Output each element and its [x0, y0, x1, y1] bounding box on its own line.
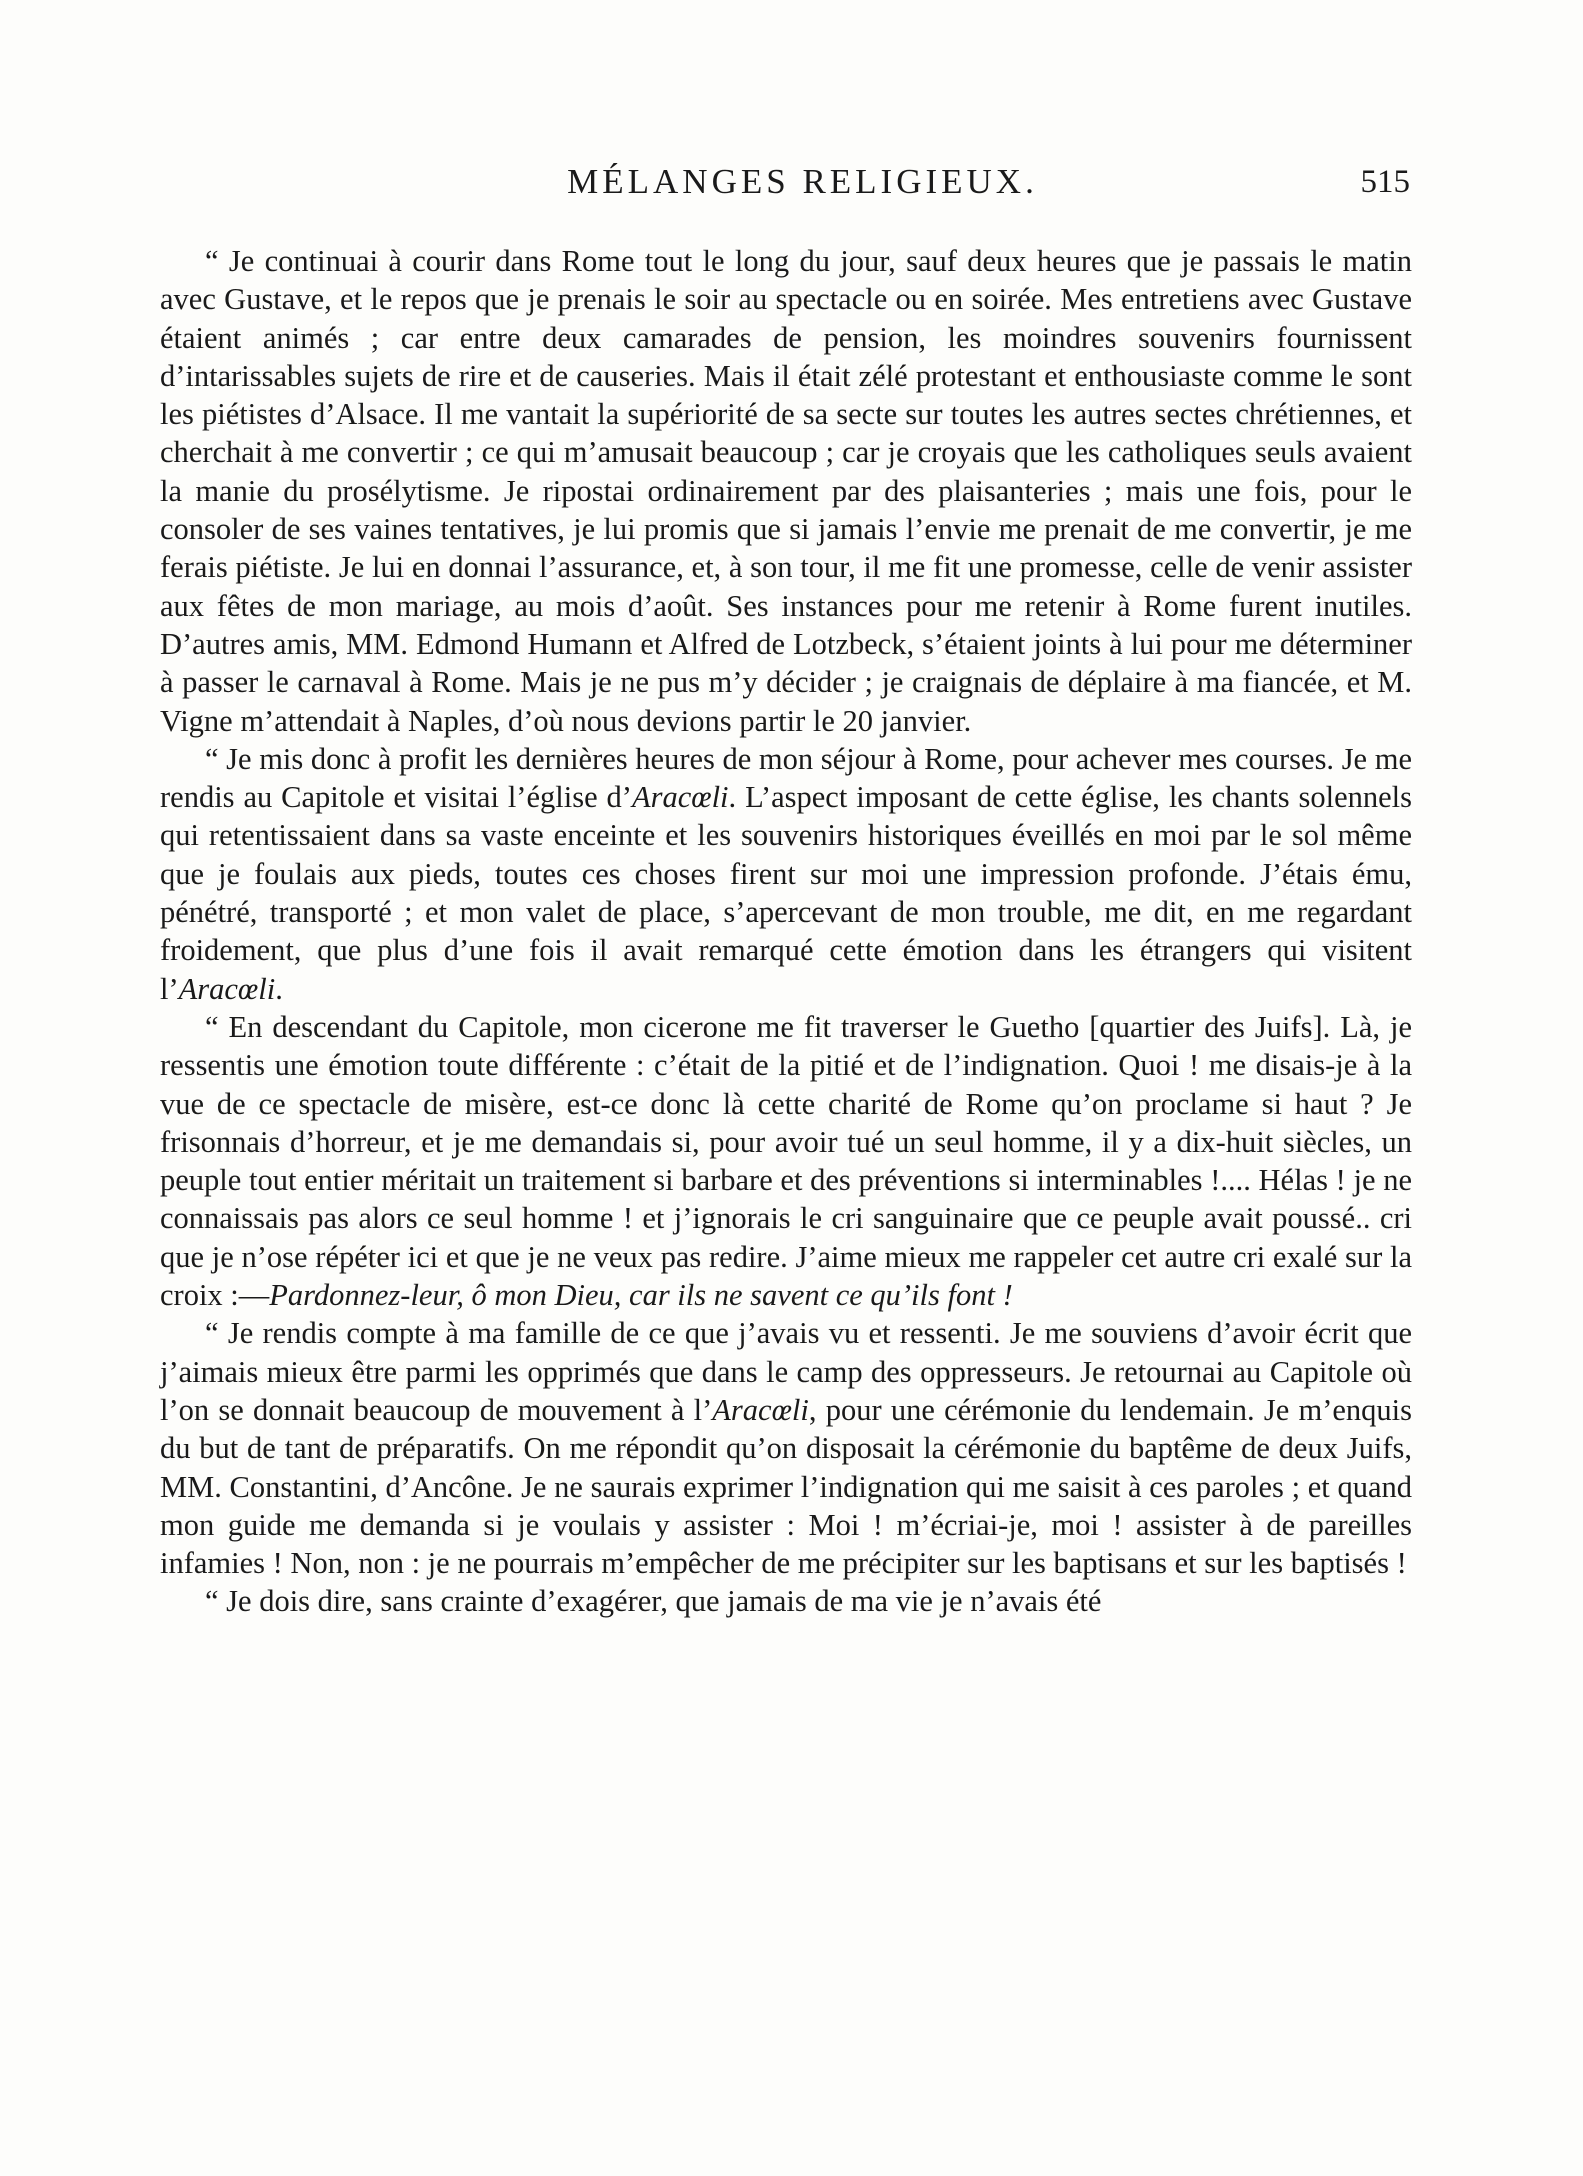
italic-quotation: Pardonnez-leur, ô mon Dieu, car ils ne savent ce qu’ils font ! — [269, 1278, 1013, 1313]
text-segment: “ Je continuai à courir dans Rome tout le long du jour, sauf deux heures que je passais le matin avec Gustave, et le repos que je prenais le soir au spectacle ou en soirée. Mes entretiens avec Gustave étaient animés ; car entre deux camarades de pension, les moindres souvenirs fournissent d’intarissables sujets de rire et de causeries. Mais il était zélé protestant et enthousiaste comme le sont les piétistes d’Alsace. Il me vantait la supériorité de sa secte sur toutes les autres sectes chrétiennes, et cherchait à me convertir ; ce qui m’amusait beaucoup ; car je croyais que les catholiques seuls avaient la manie du prosélytisme. Je ripostai ordinairement par des plaisanteries ; mais une fois, pour le consoler de ses vaines tentatives, je lui promis que si jamais l’envie me prenait de me convertir, je me ferais piétiste. Je lui en donnai l’assurance, et, à son tour, il me fit une promesse, celle de venir assister aux fêtes de mon mariage, au mois d’août. Ses instances pour me retenir à Rome furent inutiles. D’autres amis, MM. Edmond Humann et Alfred de Lotzbeck, s’étaient joints à lui pour me déterminer à passer le carnaval à Rome. Mais je ne pus m’y décider ; je craignais de déplaire à ma fiancée, et M. Vigne m’attendait à Naples, d’où nous devions partir le 20 janvier. — [160, 244, 1412, 738]
paragraph-1 — [160, 242, 1412, 740]
running-title: MÉLANGES RELIGIEUX. — [567, 162, 1038, 201]
italic-church-name: Aracœli — [631, 780, 729, 815]
text-segment: “ Je mis donc à profit les dernières heures de mon séjour à Rome, pour achever mes courses. Je me rendis au Capitole et visitai l’église d’ — [160, 741, 1412, 815]
italic-church-name: Aracœli — [178, 971, 276, 1006]
paragraph-2 — [160, 740, 1412, 1008]
text-segment: . L’aspect imposant de cette église, les chants solennels qui retentissaient dans sa vaste enceinte et les souvenirs historiques éveillés en moi par le sol même que je foulais aux pieds, toutes ces choses firent sur moi une impression profonde. J’étais ému, pénétré, transporté ; et mon valet de place, s’apercevant de mon trouble, me dit, en me regardant froidement, que plus d’une fois il avait remarqué cette émotion dans les étrangers qui visitent l’ — [160, 780, 1412, 1006]
italic-church-name: Aracœli — [712, 1392, 809, 1427]
text-segment: , pour une cérémonie du lendemain. Je m’enquis du but de tant de préparatifs. On me répondit qu’on disposait la cérémonie du baptême de deux Juifs, MM. Constantini, d’Ancône. Je ne saurais exprimer l’indignation qui me saisit à ces paroles ; et quand mon guide me demanda si je voulais y assister : Moi ! m’écriai-je, moi ! assister à de pareilles infamies ! Non, non : je ne pourrais m’empêcher de me précipiter sur les baptisans et sur les baptisés ! — [160, 1392, 1412, 1581]
text-segment: “ Je dois dire, sans crainte d’exagérer, que jamais de ma vie je n’avais été — [205, 1584, 1102, 1619]
body-text — [160, 242, 1412, 1621]
paragraph-5 — [160, 1582, 1412, 1620]
running-head — [195, 158, 1410, 206]
paragraph-3 — [160, 1008, 1412, 1314]
text-segment: . — [275, 971, 283, 1006]
text-segment: “ En descendant du Capitole, mon cicerone me fit traverser le Guetho [quartier des Juifs]. Là, je ressentis une émotion toute différente : c’était de la pitié et de l’indignation. Quoi ! me disais-je à la vue de ce spectacle de misère, est-ce donc là cette charité de Rome qu’on proclame si haut ? Je frisonnais d’horreur, et je me demandais si, pour avoir tué un seul homme, il y a dix-huit siècles, un peuple tout entier méritait un traitement si barbare et des préventions si interminables !.... Hélas ! je ne connaissais pas alors ce seul homme ! et j’ignorais le cri sanguinaire que ce peuple avait poussé.. cri que je n’ose répéter ici et que je ne veux pas redire. J’aime mieux me rappeler cet autre cri exalé sur la croix :— — [160, 1009, 1412, 1313]
paragraph-4 — [160, 1314, 1412, 1582]
page-number: 515 — [1360, 164, 1410, 200]
text-segment: “ Je rendis compte à ma famille de ce que j’avais vu et ressenti. Je me souviens d’avoir écrit que j’aimais mieux être parmi les opprimés que dans le camp des oppresseurs. Je retournai au Capitole où l’on se donnait beaucoup de mouvement à l’ — [160, 1316, 1412, 1427]
